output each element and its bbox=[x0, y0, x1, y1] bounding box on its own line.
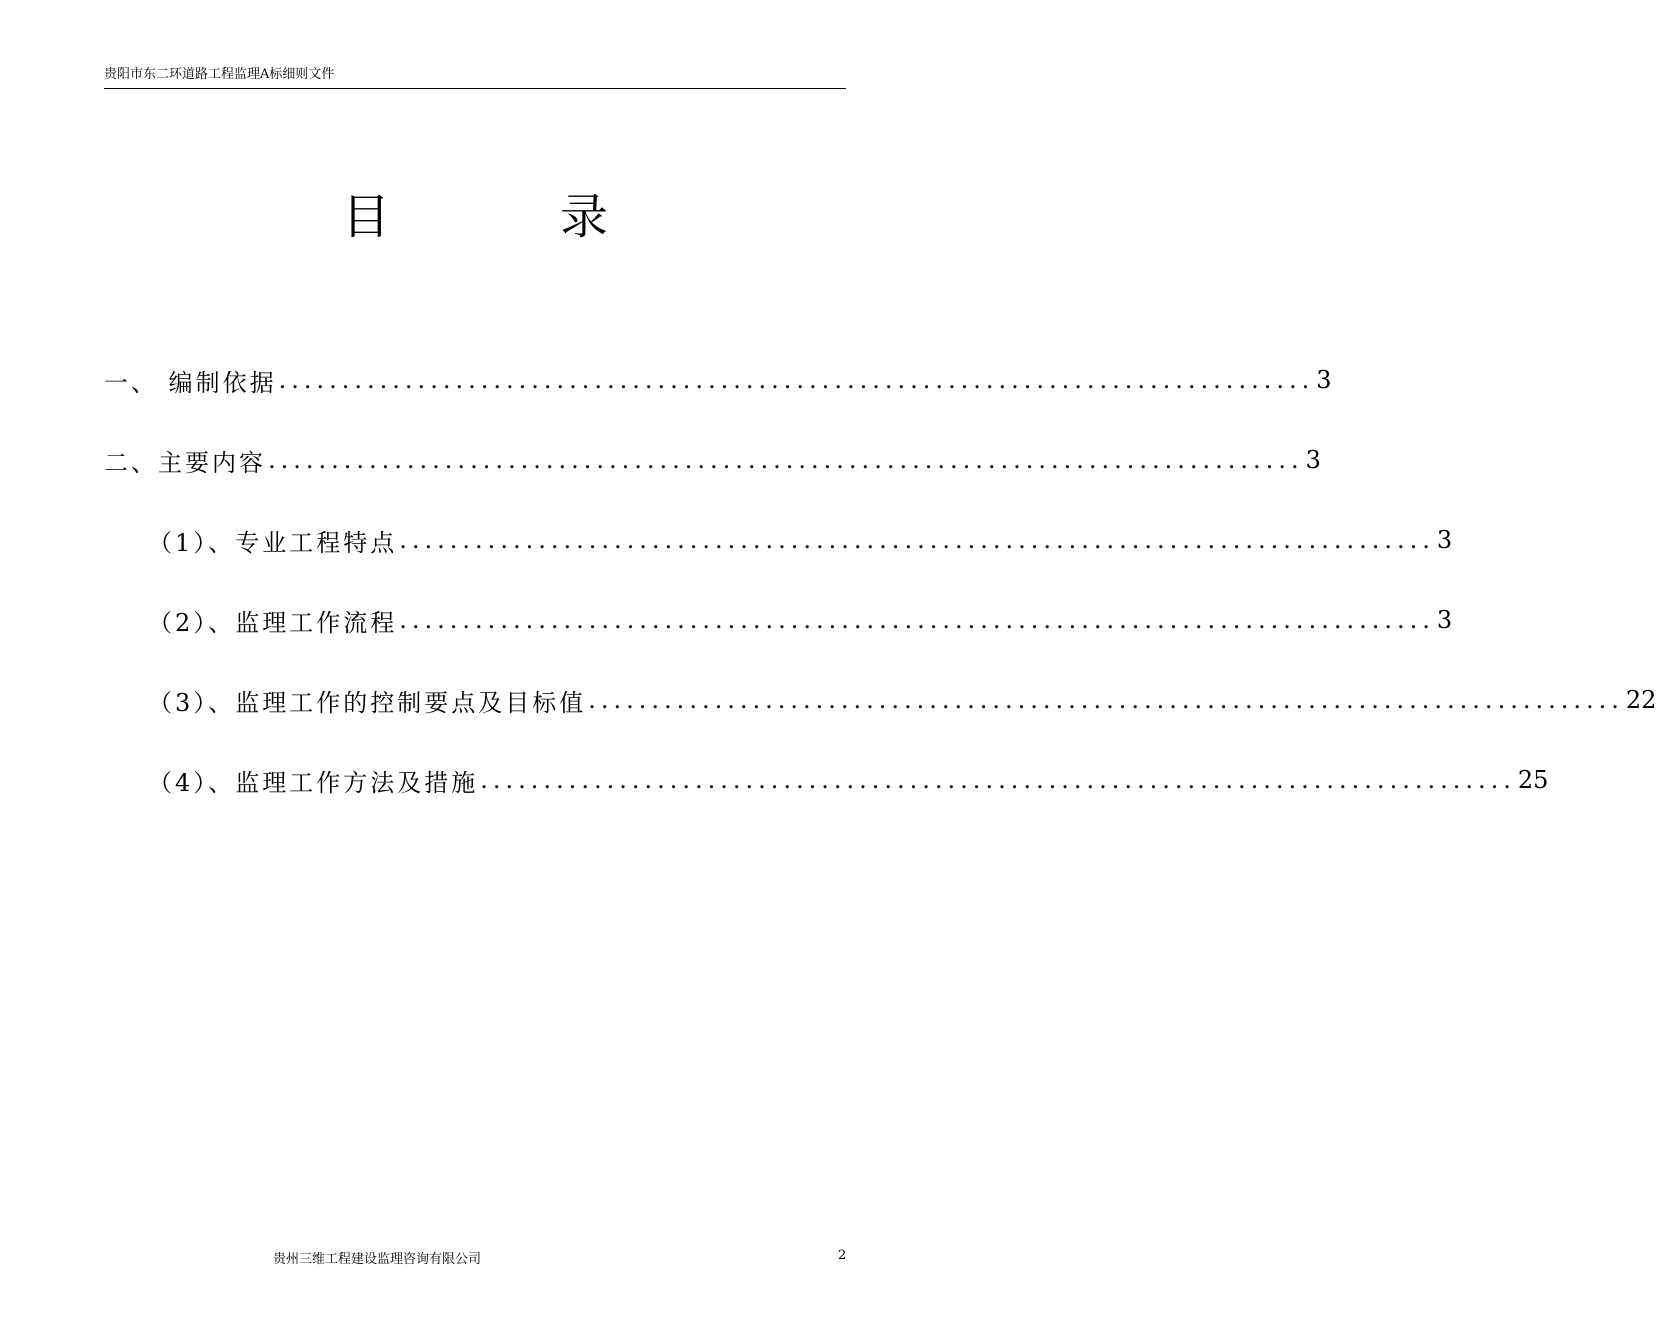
toc-entry-label: （3）、监理工作的控制要点及目标值 bbox=[148, 688, 587, 717]
page-title bbox=[0, 178, 950, 247]
toc-leader-dots: .................................................................................. bbox=[399, 606, 1435, 634]
toc-entry[interactable] bbox=[148, 518, 1453, 562]
toc-entry[interactable] bbox=[148, 678, 1656, 722]
toc-entry-page: 25 bbox=[1517, 766, 1549, 794]
toc-entry-label: （2）、监理工作流程 bbox=[148, 608, 398, 637]
title-char-1: 目 bbox=[341, 189, 390, 245]
toc-entry-label: （4）、监理工作方法及措施 bbox=[148, 768, 479, 797]
toc-entry-label: 二、主要内容 bbox=[104, 448, 266, 477]
toc-leader-dots: .................................................................................. bbox=[588, 686, 1624, 714]
toc-entry[interactable] bbox=[148, 598, 1453, 642]
toc-entry-page: 3 bbox=[1436, 526, 1453, 554]
toc-entry-page: 3 bbox=[1316, 366, 1332, 394]
toc-leader-dots: .................................................................................. bbox=[480, 766, 1516, 794]
title-char-2: 录 bbox=[560, 189, 609, 245]
toc-entry[interactable] bbox=[104, 438, 1321, 482]
page-header bbox=[104, 66, 846, 89]
toc-entry-label: （1）、专业工程特点 bbox=[148, 528, 398, 557]
header-text: 贵阳市东二环道路工程监理A标细则文件 bbox=[104, 67, 335, 82]
footer-page-number: 2 bbox=[838, 1248, 847, 1263]
toc-entry-label: 一、 编制依据 bbox=[104, 368, 277, 397]
toc-leader-dots: .................................................................................. bbox=[268, 446, 1304, 474]
toc-entry[interactable] bbox=[148, 758, 1549, 802]
toc-leader-dots: .................................................................................. bbox=[278, 366, 1315, 394]
toc-leader-dots: .................................................................................. bbox=[399, 526, 1435, 554]
toc-entry-page: 22 bbox=[1625, 686, 1656, 714]
footer-company: 贵州三维工程建设监理咨询有限公司 bbox=[273, 1252, 482, 1267]
toc-entry-page: 3 bbox=[1436, 606, 1453, 634]
toc-entry[interactable] bbox=[104, 358, 1332, 402]
toc-entry-page: 3 bbox=[1305, 446, 1321, 474]
